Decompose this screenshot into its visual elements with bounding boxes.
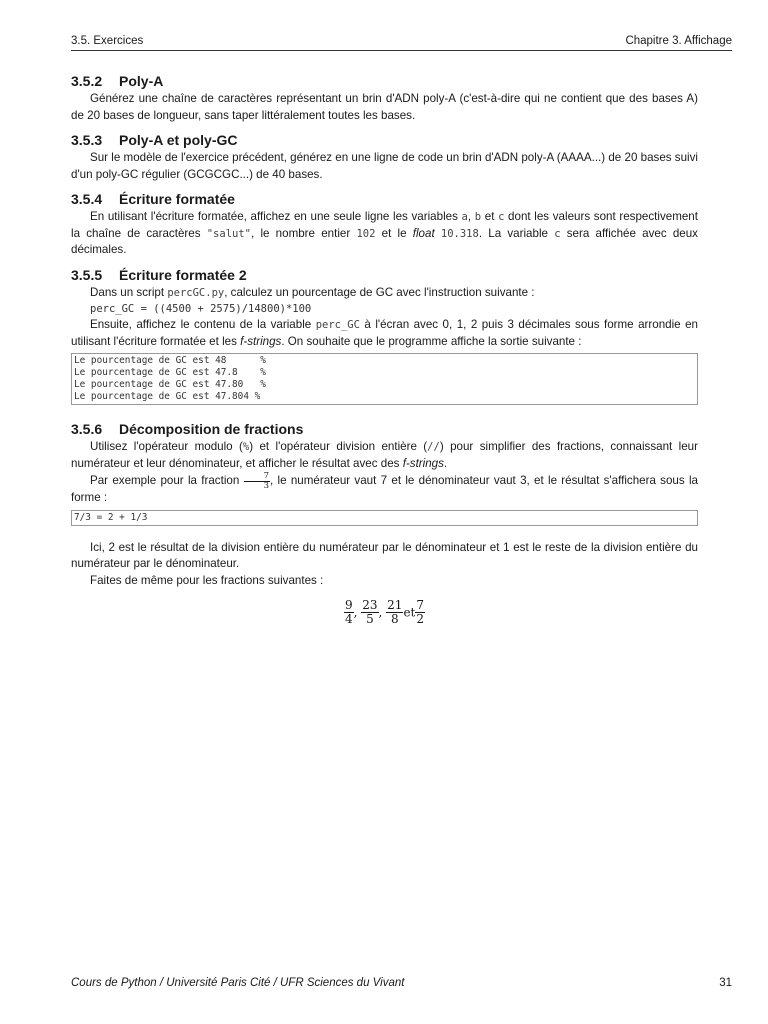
numerator: 23 [362,598,378,612]
running-header-chapter: Chapitre 3. Affichage [625,35,732,47]
inline-code: // [427,441,440,453]
inline-code: % [242,441,250,453]
paragraph [71,317,698,350]
code-line: Le pourcentage de GC est 47.80 % [74,379,266,390]
section-title: Décomposition de fractions [119,421,304,437]
paragraph [71,285,698,302]
output-code-block [71,353,698,405]
text: Utilisez l'opérateur modulo ( [90,440,243,453]
text: et le [375,226,413,240]
example-code-block [71,510,698,526]
section-title: Poly-A et poly-GC [119,132,238,148]
numerator: 7 [416,598,425,612]
text: Dans un script [90,285,168,299]
text: sera affichée avec deux décimales. [71,226,698,256]
text: dont les valeurs sont respectivement la chaîne de caractères [71,210,698,240]
code-line: Le pourcentage de GC est 47.8 % [74,367,266,378]
paragraph [71,209,698,259]
inline-code: 102 [356,227,376,240]
paragraph [71,439,698,472]
paragraph: Générez une chaîne de caractères représentant un brin d'ADN poly-A (c'est-à-dire qui ne contient que des bases A) de 20 bases de longueur, sans taper littéralement toutes les bases. [71,92,698,122]
emphasis: float [412,226,435,240]
section-heading [71,71,698,91]
inline-code: 10.318 [440,227,479,240]
emphasis: f-strings [402,456,444,470]
section-heading [71,130,698,150]
text: Ensuite, affichez le contenu de la variable [90,318,316,331]
denominator: 5 [366,612,374,626]
section-title: Écriture formatée [119,191,235,207]
numerator: 9 [344,598,353,612]
code-line: Le pourcentage de GC est 47.804 % [74,391,261,402]
page-content [71,71,698,632]
fraction [361,599,378,626]
section-poly-a-poly-gc [71,130,698,183]
denominator: 4 [344,612,353,626]
denominator: 8 [390,612,399,626]
page-number: 31 [719,977,732,989]
fraction [344,599,354,626]
section-heading [71,419,698,439]
paragraph: Faites de même pour les fractions suivantes : [90,573,324,587]
paragraph: Sur le modèle de l'exercice précédent, générez en une ligne de code un brin d'ADN poly-A (AAAA...) de 20 bases suivi d'un poly-GC régulier (GCGCGC...) de 40 bases. [71,151,698,181]
text: , [467,210,475,223]
text: Par exemple pour la fraction [90,474,244,488]
paragraph [71,472,698,507]
header-rule [71,50,732,51]
inline-code: c [554,227,561,240]
text: , le nombre entier [251,226,357,240]
code-instruction: perc_GC = ((4500 + 2575)/14800)*100 [90,303,312,315]
section-poly-a [71,71,698,124]
text: En utilisant l'écriture formatée, affichez en une seule ligne les variables [90,210,462,223]
text: . [443,456,448,470]
inline-code: percGC.py [167,286,225,299]
separator: et [403,605,416,620]
numerator: 21 [387,598,403,612]
text: ) et l'opérateur division entière ( [249,440,428,453]
separator: , [378,605,387,620]
denominator: 2 [416,612,425,626]
fractions-list [71,599,698,626]
code-line: 7/3 = 2 + 1/3 [74,511,148,523]
inline-code: c [498,211,505,223]
text: et [481,210,499,223]
section-number: 3.5.4 [71,191,103,207]
footer-course-title: Cours de Python / Université Paris Cité / UFR Sciences du Vivant [71,977,405,989]
fraction [415,599,425,626]
section-heading [71,189,698,209]
inline-code: b [474,211,482,223]
emphasis: f-strings [240,334,282,348]
denominator: 3 [263,480,270,491]
code-line: Le pourcentage de GC est 48 % [74,355,266,366]
text: . On souhaite que le programme affiche la sortie suivante : [281,334,582,348]
text: , le numérateur vaut 7 et le dénominateur vaut 3, et le résultat s'affichera sous la forme : [71,474,698,504]
section-heading [71,265,698,285]
section-ecriture-formatee [71,189,698,259]
section-number: 3.5.3 [71,132,103,148]
section-number: 3.5.6 [71,421,103,437]
paragraph: Ici, 2 est le résultat de la division entière du numérateur par le dénominateur et 1 est le reste de la division entière du numérateur par le dénominateur. [71,540,698,570]
text: ) pour simplifier des fractions, connaissant leur numérateur et leur dénominateur, et afficher le résultat avec des [71,440,698,470]
example-fraction [244,472,270,490]
running-header-section: 3.5. Exercices [71,35,144,47]
inline-code: a [461,211,468,223]
section-title: Poly-A [119,73,164,89]
numerator: 7 [244,472,270,482]
text: à l'écran avec 0, 1, 2 puis 3 décimales sous forme arrondie en utilisant l'écriture formatée et les [71,318,698,348]
text: , calculez un pourcentage de GC avec l'instruction suivante : [224,285,535,299]
fraction [386,599,403,626]
inline-code: perc_GC [315,319,360,331]
section-ecriture-formatee-2 [71,265,698,406]
section-number: 3.5.2 [71,73,103,89]
inline-code: "salut" [206,227,251,240]
section-decomposition-fractions [71,419,698,626]
text: . La variable [478,226,555,240]
separator: , [353,605,362,620]
section-title: Écriture formatée 2 [119,266,247,283]
section-number: 3.5.5 [71,266,103,283]
